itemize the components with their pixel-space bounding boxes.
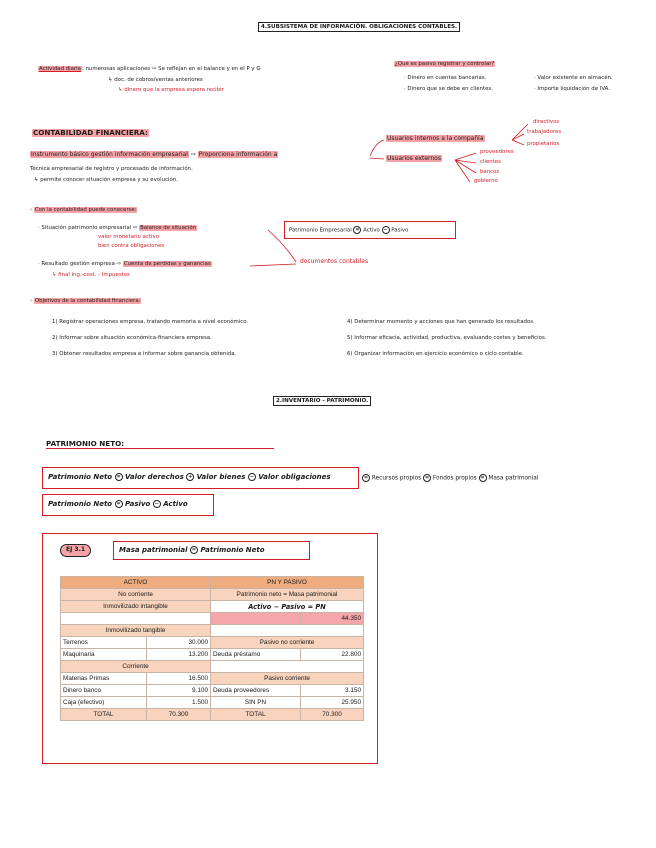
cell-pn-value: 44.350 [301, 613, 364, 625]
usuarios-internos: Usuarios internos a la compañía [387, 135, 484, 142]
conocer-sub-2: bien contra obligaciones [98, 243, 165, 249]
permite-line: ↳ permite conocer situación empresa y su evolución. [34, 177, 178, 183]
tecnica-line: Técnica empresarial de registro y procesado de información. [30, 166, 193, 172]
objetivo-1: 1) Registrar operaciones empresa, tratando memoria a nivel económico. [52, 319, 249, 325]
documentos-contables: documentos contables [300, 258, 369, 265]
pn-heading: PATRIMONIO NETO: [46, 440, 274, 449]
cell-dinero-banco-value: 9.100 [147, 685, 211, 697]
objetivo-3: 3) Obtener resultados empresa e informar sobre ganancia obtenida. [52, 351, 237, 357]
cell-terrenos-value: 30.000 [147, 637, 211, 649]
arrow-to-externos [370, 158, 384, 159]
actividad-text: : numerosas aplicaciones ⇨ Se reflejan en el balance y en el P y G [81, 66, 261, 72]
objetivo-2: 2) Informar sobre situación económica-financiera empresa. [52, 335, 212, 341]
row-inmovilizado-tangible: Inmovilizado tangible [61, 625, 211, 637]
pn-formula-2: Patrimonio Neto = Pasivo − Activo [48, 500, 188, 508]
objetivo-6: 6) Organizar información en ejercicio económico o ciclo contable. [347, 351, 524, 357]
cell-caja-value: 1.500 [147, 697, 211, 709]
objetivos-intro: › Objetivos de la contabilidad financiera: [30, 298, 141, 304]
conocer-bullet-2: · Resultado gestión empresa ⇨ Cuenta de pérdidas y ganancias [38, 261, 211, 267]
conocer-sub-1: valor monetario activo [98, 234, 160, 240]
pasivo-answer-3: · Dinero que se debe en clientes. [404, 86, 493, 92]
row-inmovilizado-intangible: Inmovilizado intangible [61, 601, 211, 613]
pasivo-question: ¿Qué es pasivo registrar y controlar? [395, 61, 495, 67]
cell-maquinaria: Maquinaria [61, 649, 147, 661]
cell-deuda-prestamo: Deuda préstamo [211, 649, 301, 661]
internos-item-2: trabajadores [527, 129, 562, 135]
cell-caja: Caja (efectivo) [61, 697, 147, 709]
conocer-sub-3: ↳ final ing.-cost. - Impuestos [52, 272, 130, 278]
externos-item-4: gobierno [474, 178, 498, 184]
actividad-line-3: ↳ dinero que la empresa espera recibir [118, 87, 224, 93]
cell-dinero-banco: Dinero banco [61, 685, 147, 697]
pasivo-answer-1: · Dinero en cuentas bancarias. [404, 75, 487, 81]
section-title-1: 4.SUBSISTEMA DE INFORMACIÓN. OBLIGACIONES CONTABLES. [258, 22, 460, 32]
conocer-bullet-1: · Situación patrimonio empresarial ⇨ Balance de situación [38, 225, 197, 231]
arrow-to-internos [370, 140, 384, 156]
externos-item-2: clientes [480, 159, 501, 165]
doc-brace [250, 230, 296, 266]
cell-deuda-proveedores-value: 3.150 [301, 685, 364, 697]
row-formula: Activo − Pasivo = PN [211, 601, 364, 613]
row-pn-definition: Patrimonio neto = Masa patrimonial [211, 589, 364, 601]
patrimonio-equation: Patrimonio Empresarial = Activo − Pasivo [289, 227, 409, 234]
row-corriente: Corriente [61, 661, 211, 673]
externos-item-1: proveedores [480, 149, 514, 155]
pn-formula-1: Patrimonio Neto = Valor derechos + Valor bienes − Valor obligaciones [48, 473, 331, 481]
externos-item-3: bancos [480, 169, 500, 175]
header-activo: ACTIVO [61, 577, 211, 589]
internos-item-3: propietarios [527, 141, 560, 147]
cell-deuda-prestamo-value: 22.800 [301, 649, 364, 661]
row-pasivo-corriente: Pasivo corriente [211, 673, 364, 685]
cell-total-pasivo-label: TOTAL [211, 709, 301, 721]
cell-deuda-proveedores: Deuda proveedores [211, 685, 301, 697]
actividad-line-2: ↳ doc. de cobros/ventas anteriores [108, 77, 203, 83]
header-pn-pasivo: PN Y PASIVO [211, 577, 364, 589]
exercise-equation: Masa patrimonial = Patrimonio Neto [119, 546, 265, 554]
row-no-corriente: No corriente [61, 589, 211, 601]
instrumento-line: Instrumento básico gestión información empresarial ⇨ Proporciona información a [31, 151, 278, 158]
cell-maquinaria-value: 13.200 [147, 649, 211, 661]
exercise-badge: EJ 3.1 [60, 544, 91, 557]
pasivo-answer-2: · Valor existente en almacén. [534, 75, 613, 81]
internos-item-1: directivos [533, 119, 560, 125]
actividad-label: Actividad diaria [39, 66, 81, 72]
contabilidad-heading: CONTABILIDAD FINANCIERA: [33, 128, 148, 137]
brace-internos [512, 124, 528, 145]
objetivo-5: 5) Informar eficacia, actividad, productiva, evaluando costes y beneficios. [347, 335, 547, 341]
row-pasivo-no-corriente: Pasivo no corriente [211, 637, 364, 649]
cell-total-activo-label: TOTAL [61, 709, 147, 721]
cell-terrenos: Terrenos [61, 637, 147, 649]
cell-sin-pn: SIN PN [211, 697, 301, 709]
usuarios-externos: Usuarios externos [387, 155, 441, 162]
cell-materias-value: 16.500 [147, 673, 211, 685]
pasivo-answer-4: · Importe liquidación de IVA. [534, 86, 610, 92]
cell-materias: Materias Primas [61, 673, 147, 685]
pn-formula-extra: = Recursos propios = Fondos propios = Masa patrimonial [363, 475, 539, 482]
cell-total-pasivo-value: 70.300 [301, 709, 364, 721]
conocer-intro: › Con la contabilidad puede conocerse: [30, 207, 137, 213]
section-title-2: 2.INVENTARIO - PATRIMONIO. [273, 396, 371, 406]
cell-sin-pn-value: 25.950 [301, 697, 364, 709]
cell-total-activo-value: 70.300 [147, 709, 211, 721]
brace-externos [455, 153, 476, 182]
objetivo-4: 4) Determinar momento y acciones que han generado los resultados. [347, 319, 535, 325]
